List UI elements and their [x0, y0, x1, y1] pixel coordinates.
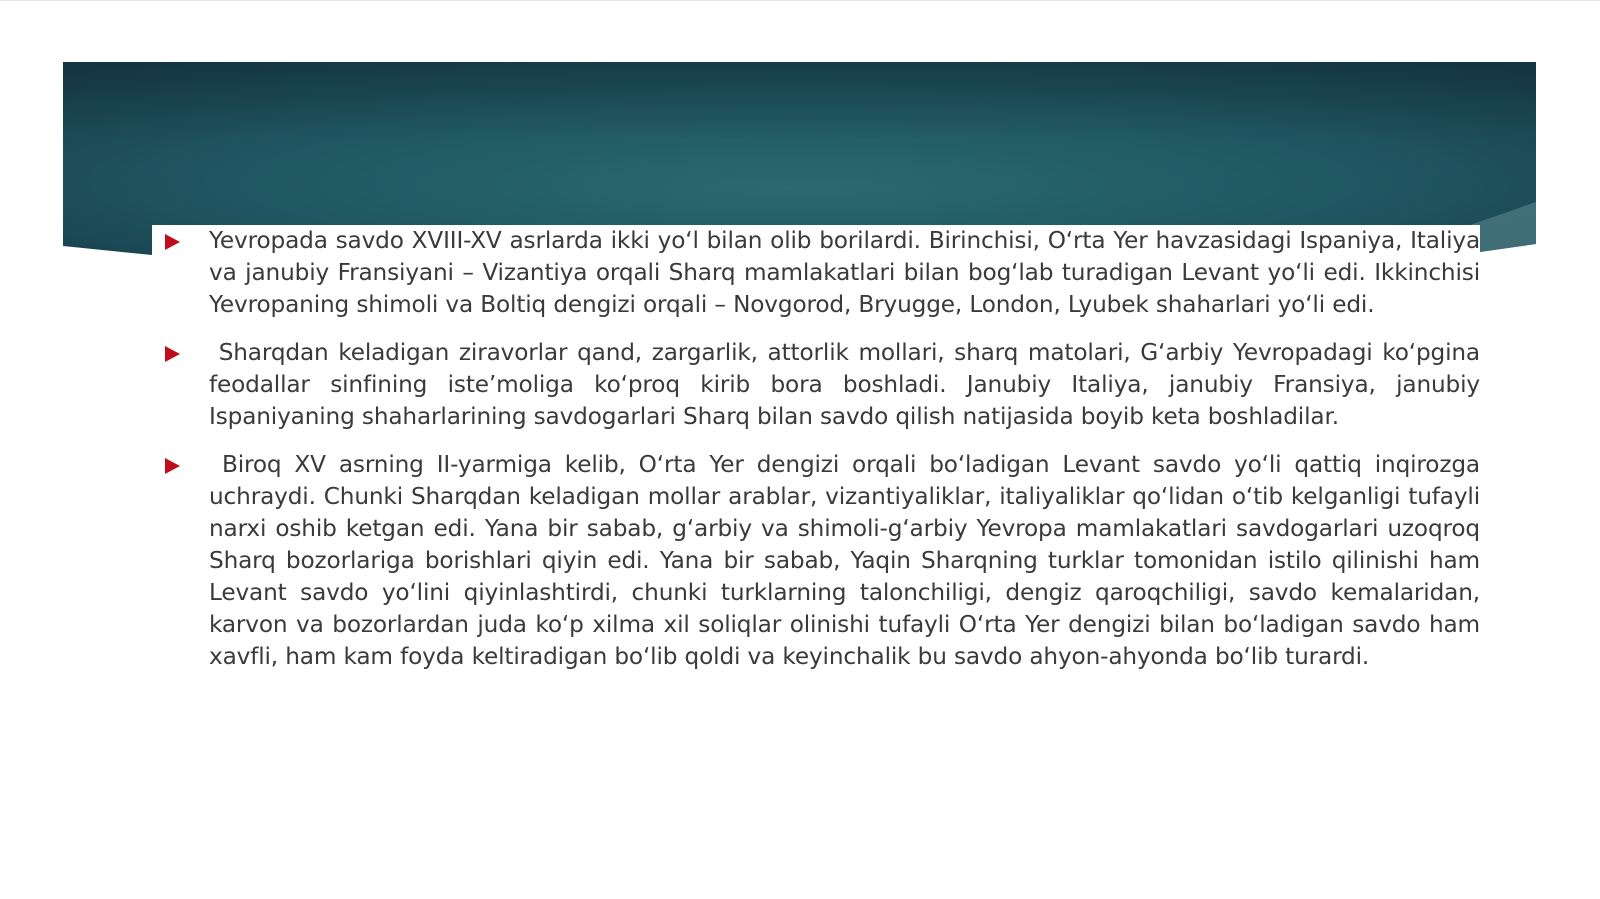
bullet-text: Biroq XV asrning II-yarmiga kelib, O‘rta Yer dengizi orqali bo‘ladigan Levant savdo yo‘li qattiq inqirozga uchraydi. Chunki Sharqdan keladigan mollar arablar, vizantiyaliklar, italiyaliklar qo‘lidan o‘tib kelganligi tufayli narxi oshib ketgan edi. Yana bir sabab, g‘arbiy va shimoli-g‘arbiy Yevropa mamlakatlari savdogarlari uzoqroq Sharq bozorlariga borishlari qiyin edi. Yana bir sabab, Yaqin Sharqning turklar tomonidan istilo qilinishi ham Levant savdo yo‘lini qiyinlashtirdi, chunki turklarning talonchiligi, dengiz qaroqchiligi, savdo kemalaridan, karvon va bozorlardan juda ko‘p xilma xil soliqlar olinishi tufayli O‘rta Yer dengizi bilan bo‘ladigan savdo ham xavfli, ham kam foyda keltiradigan bo‘lib qoldi va keyinchalik bu savdo ahyon-ahyonda bo‘lib turardi.	[209, 451, 1488, 670]
bullet-text: Sharqdan keladigan ziravorlar qand, zargarlik, attorlik mollari, sharq matolari, G‘arbiy Yevropadagi ko‘pgina feodallar sinfining iste’moliga ko‘proq kirib bora boshladi. Janubiy Italiya, janubiy Fransiya, janubiy Ispaniyaning shaharlarining savdogarlari Sharq bilan savdo qilish natijasida boyib keta boshladilar.	[209, 339, 1488, 430]
bullet-item	[152, 449, 1488, 673]
bullet-item	[152, 337, 1488, 433]
bullet-arrow-icon	[165, 234, 180, 250]
bullet-arrow-icon	[165, 458, 180, 474]
content-area	[152, 225, 1488, 785]
header-band-shade	[63, 62, 1536, 140]
bullet-item	[152, 225, 1480, 321]
bullet-arrow-icon	[165, 346, 180, 362]
bullet-text: Yevropada savdo XVIII-XV asrlarda ikki yo‘l bilan olib borilardi. Birinchisi, O‘rta Yer havzasidagi Ispaniya, Italiya va janubiy Fransiyani – Vizantiya orqali Sharq mamlakatlari bilan bog‘lab turadigan Levant yo‘li edi. Ikkinchisi Yevropaning shimoli va Boltiq dengizi orqali – Novgorod, Bryugge, London, Lyubek shaharlari yo‘li edi.	[209, 227, 1480, 318]
bullet-list	[152, 225, 1488, 673]
